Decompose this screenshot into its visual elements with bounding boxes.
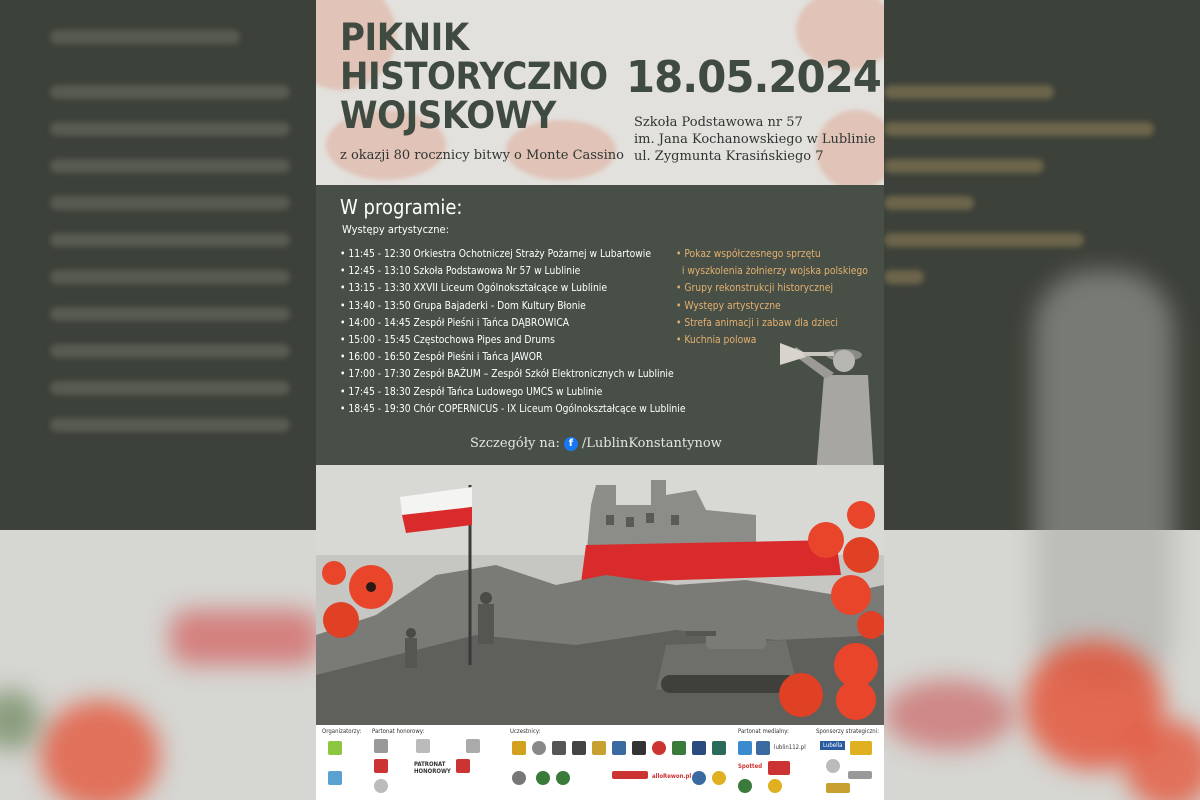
blurred-background-left bbox=[0, 0, 316, 800]
facebook-icon: f bbox=[564, 437, 578, 451]
facebook-link[interactable]: /LublinKonstantynow bbox=[581, 436, 722, 451]
attraction-item: • Występy artystyczne bbox=[676, 298, 781, 312]
schedule-item: • 18:45 - 19:30 Chór COPERNICUS - IX Liceum Ogólnokształcące w Lublinie bbox=[340, 401, 686, 415]
strategic-sponsor-logo bbox=[826, 783, 850, 793]
honorary-logo bbox=[456, 759, 470, 773]
media-logo bbox=[738, 779, 752, 793]
participants-label: Uczestnicy: bbox=[510, 728, 541, 735]
participant-logo bbox=[532, 741, 546, 755]
attraction-item: • Kuchnia polowa bbox=[676, 333, 757, 347]
schedule-item: • 17:00 - 17:30 Zespół BAŻUM – Zespół Szkół Elektronicznych w Lublinie bbox=[340, 367, 674, 381]
participant-logo bbox=[572, 741, 586, 755]
participant-logo bbox=[652, 741, 666, 755]
schedule-item: • 17:45 - 18:30 Zespół Tańca Ludowego UMCS w Lublinie bbox=[340, 384, 603, 398]
honorary-logo bbox=[374, 759, 388, 773]
participant-logo bbox=[692, 741, 706, 755]
program-section bbox=[316, 185, 884, 465]
event-poster bbox=[316, 0, 884, 800]
schedule-item: • 16:00 - 16:50 Zespół Pieśni i Tańca JAWOR bbox=[340, 350, 543, 364]
participant-logo bbox=[612, 771, 648, 779]
strategic-sponsor-logo bbox=[848, 771, 872, 779]
sponsors-section bbox=[316, 725, 884, 800]
facebook-details: Szczegóły na: f /LublinKonstantynow bbox=[470, 436, 722, 451]
media-logo bbox=[756, 741, 770, 755]
media-logo bbox=[768, 761, 790, 775]
attraction-item: • Pokaz współczesnego sprzętu bbox=[676, 247, 821, 260]
attraction-item: • Grupy rekonstrukcji historycznej bbox=[676, 281, 834, 295]
participant-logo bbox=[512, 771, 526, 785]
organizer-logo bbox=[328, 741, 342, 755]
schedule-item: • 11:45 - 12:30 Orkiestra Ochotniczej Straży Pożarnej w Lubartowie bbox=[340, 247, 652, 260]
media-logo bbox=[738, 741, 752, 755]
blurred-background-right bbox=[884, 0, 1200, 800]
schedule-item: • 14:00 - 14:45 Zespół Pieśni i Tańca DĄBROWICA bbox=[340, 315, 570, 329]
performance-schedule bbox=[340, 245, 712, 417]
schedule-item: • 15:00 - 15:45 Częstochowa Pipes and Drums bbox=[340, 333, 555, 347]
participant-logo bbox=[692, 771, 706, 785]
media-logo bbox=[768, 779, 782, 793]
spotted-logo: Spotted bbox=[738, 763, 763, 770]
schedule-item: • 12:45 - 13:10 Szkoła Podstawowa Nr 57 w Lublinie bbox=[340, 264, 581, 278]
program-title: W programie: bbox=[340, 195, 463, 219]
patronat-honorowy-logo: PATRONAT HONOROWY bbox=[414, 761, 451, 775]
participant-logo bbox=[536, 771, 550, 785]
attraction-item: • Strefa animacji i zabaw dla dzieci bbox=[676, 315, 838, 329]
attractions-list bbox=[676, 245, 882, 348]
participant-logo bbox=[552, 741, 566, 755]
participant-logo bbox=[672, 741, 686, 755]
organizer-logo bbox=[328, 771, 342, 785]
event-date: 18.05.2024 bbox=[626, 52, 881, 103]
strategic-sponsor-logo bbox=[826, 759, 840, 773]
schedule-item: • 13:40 - 13:50 Grupa Bajaderki - Dom Kultury Błonie bbox=[340, 298, 586, 312]
event-subtitle: z okazji 80 rocznicy bitwy o Monte Cassino bbox=[340, 148, 624, 163]
participant-logo bbox=[712, 741, 726, 755]
media-patronage-label: Partonat medialny: bbox=[738, 728, 789, 735]
lublin112-logo: lublin112.pl bbox=[774, 744, 806, 751]
poster-header bbox=[316, 0, 884, 185]
allorewon-logo: alloRewon.pl bbox=[652, 773, 692, 780]
monte-cassino-collage bbox=[316, 465, 884, 725]
participant-logo bbox=[712, 771, 726, 785]
organizers-label: Organizatorzy: bbox=[322, 728, 362, 735]
participant-logo bbox=[556, 771, 570, 785]
participant-logo bbox=[632, 741, 646, 755]
participant-logo bbox=[512, 741, 526, 755]
strategic-sponsors-label: Sponsorzy strategiczni: bbox=[816, 728, 880, 735]
lubella-logo: Lubella bbox=[820, 741, 845, 750]
schedule-item: • 13:15 - 13:30 XXVII Liceum Ogólnokształcące w Lublinie bbox=[340, 281, 608, 295]
strategic-sponsor-logo bbox=[850, 741, 872, 755]
honorary-patronage-label: Partonat honorowy: bbox=[372, 728, 425, 735]
attraction-item: i wyszkolenia żołnierzy wojska polskiego bbox=[676, 264, 868, 278]
trumpeter-soldier-image bbox=[776, 335, 884, 475]
participant-logo bbox=[612, 741, 626, 755]
event-address: Szkoła Podstawowa nr 57 im. Jana Kochanowskiego w Lublinie ul. Zygmunta Krasińskiego 7 bbox=[634, 115, 876, 164]
participant-logo bbox=[592, 741, 606, 755]
honorary-logo bbox=[466, 739, 480, 753]
event-title: PIKNIK HISTORYCZNO WOJSKOWY bbox=[340, 16, 608, 137]
performances-heading: Występy artystyczne: bbox=[342, 223, 449, 236]
honorary-logo bbox=[416, 739, 430, 753]
honorary-logo bbox=[374, 739, 388, 753]
honorary-logo bbox=[374, 779, 388, 793]
